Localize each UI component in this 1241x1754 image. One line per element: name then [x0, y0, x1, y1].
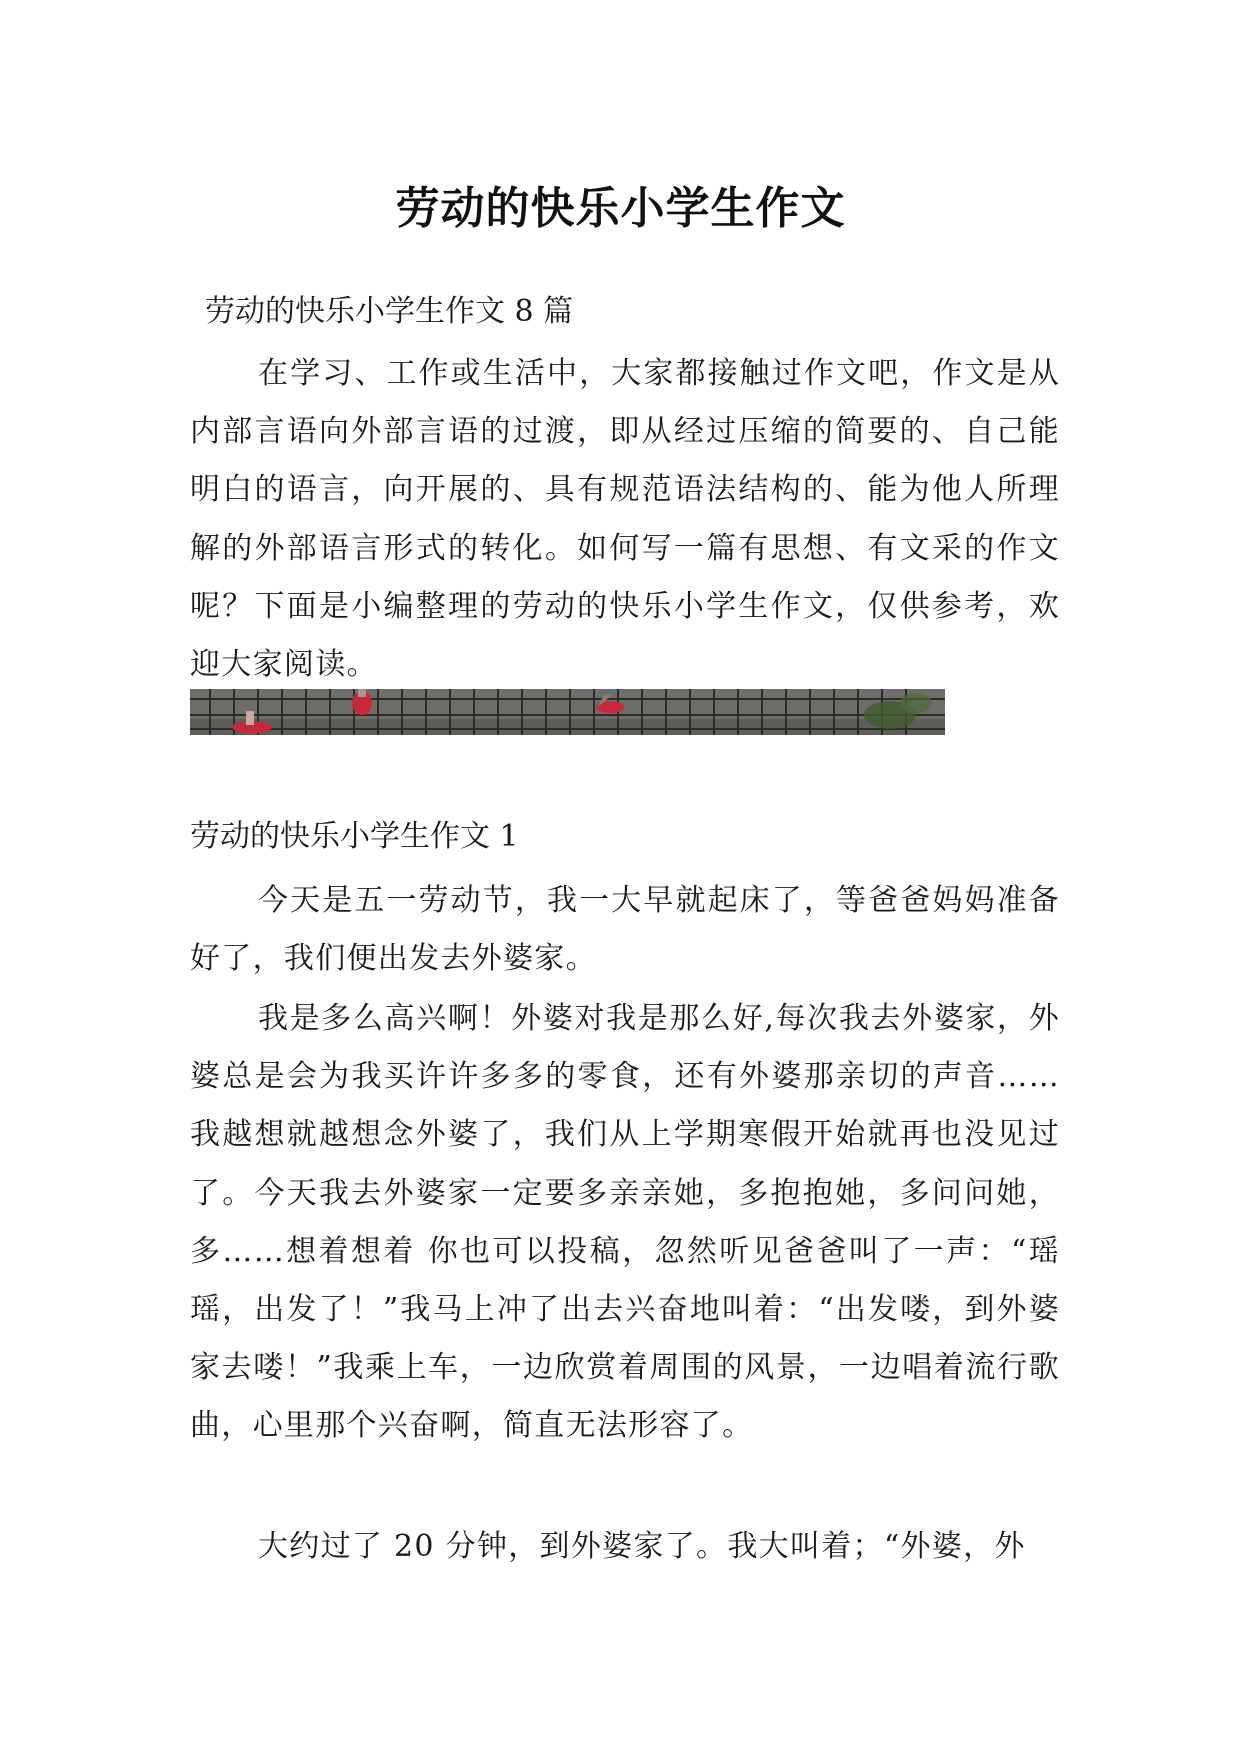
intro-paragraph: 在学习、工作或生活中，大家都接触过作文吧，作文是从内部言语向外部言语的过渡，即从经过压缩的简要的、自己能明白的语言，向开展的、具有规范语法结构的、能为他人所理解的外部语言形式的转化。如何写一篇有思想、有文采的作文呢？下面是小编整理的劳动的快乐小学生作文，仅供参考，欢迎大家阅读。	[190, 356, 1060, 683]
document-subtitle: 劳动的快乐小学生作文 8 篇	[205, 294, 574, 329]
section-heading: 劳动的快乐小学生作文 1	[190, 819, 519, 854]
cropped-photo	[190, 689, 945, 735]
essay-paragraph-3: 大约过了 20 分钟，到外婆家了。我大叫着；“外婆，外	[258, 1529, 1026, 1564]
essay-paragraph-1: 今天是五一劳动节，我一大早就起床了，等爸爸妈妈准备好了，我们便出发去外婆家。	[190, 883, 1060, 977]
essay-paragraph-2: 我是多么高兴啊！外婆对我是那么好,每次我去外婆家，外婆总是会为我买许许多多的零食，还有外婆那亲切的声音……我越想就越想念外婆了，我们从上学期寒假开始就再也没见过了。今天我去外婆家一定要多亲亲她，多抱抱她，多问问她，多……想着想着 你也可以投稿，忽然听见爸爸叫了一声：“瑶瑶，出发了！”我马上冲了出去兴奋地叫着：“出发喽，到外婆家去喽！”我乘上车，一边欣赏着周围的风景，一边唱着流行歌曲，心里那个兴奋啊，简直无法形容了。	[190, 1001, 1060, 1444]
page-title: 劳动的快乐小学生作文	[395, 183, 846, 235]
